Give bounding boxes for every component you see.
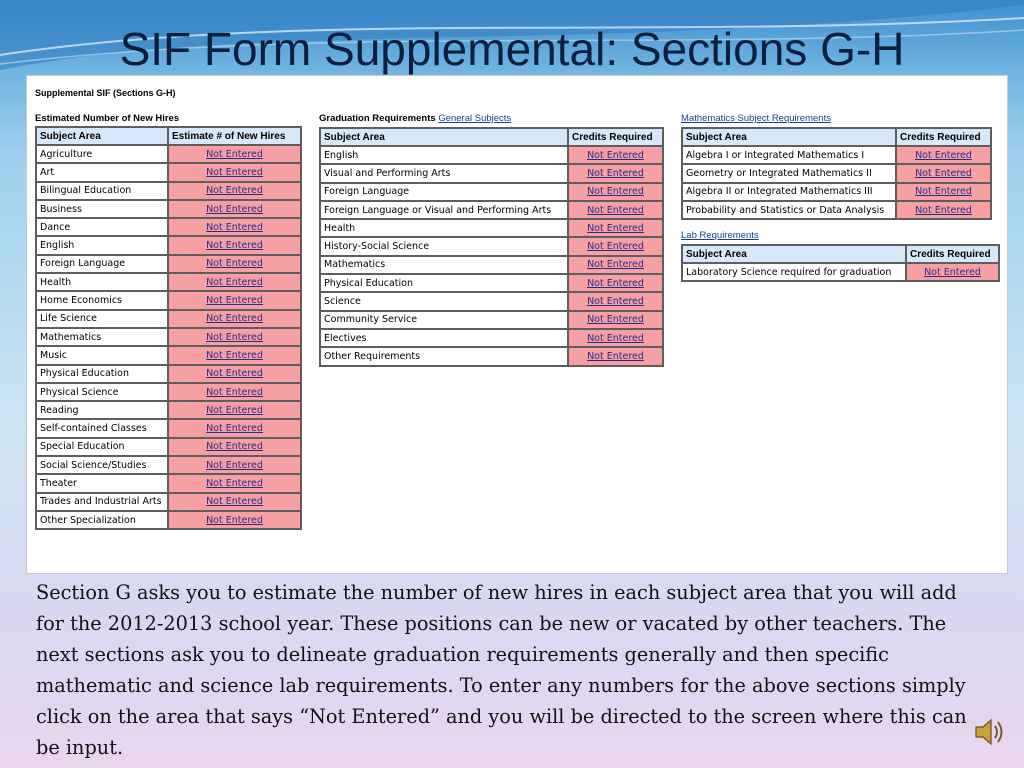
not-entered-link[interactable]: Not Entered: [168, 291, 301, 309]
table-row: [682, 146, 991, 164]
math-caption[interactable]: Mathematics Subject Requirements: [681, 113, 831, 124]
not-entered-link[interactable]: Not Entered: [568, 183, 663, 201]
subject-cell: Electives: [320, 329, 568, 347]
slide-body-text: Section G asks you to estimate the number of new hires in each subject area that you will add for the 2012-2013 school year. These positions can be new or vacated by other teachers. The next sections ask you to delineate graduation requirements generally and then specific mathematic and science lab requirements. To enter any numbers for the above sections simply click on the area that says “Not Entered” and you will be directed to the screen where this can be input.: [36, 581, 967, 759]
not-entered-link[interactable]: Not Entered: [168, 255, 301, 273]
not-entered-link[interactable]: Not Entered: [568, 347, 663, 365]
table-row: [36, 401, 301, 419]
table-row: [36, 493, 301, 511]
table-row: [320, 183, 663, 201]
col-header-subject: Subject Area: [682, 128, 896, 146]
not-entered-link[interactable]: Not Entered: [168, 182, 301, 200]
subject-cell: Other Requirements: [320, 347, 568, 365]
table-row: [320, 292, 663, 310]
not-entered-link[interactable]: Not Entered: [896, 146, 991, 164]
subject-cell: Probability and Statistics or Data Analysis: [682, 201, 896, 219]
col-header-credits: Credits Required: [896, 128, 991, 146]
table-row: [36, 456, 301, 474]
table-row: [36, 200, 301, 218]
not-entered-link[interactable]: Not Entered: [168, 200, 301, 218]
new-hires-caption: Estimated Number of New Hires: [35, 113, 180, 124]
form-screenshot: [26, 75, 1008, 574]
speaker-icon[interactable]: [972, 714, 1008, 750]
not-entered-link[interactable]: Not Entered: [168, 328, 301, 346]
subject-cell: Algebra II or Integrated Mathematics III: [682, 183, 896, 201]
lab-table: [681, 244, 1000, 282]
subject-cell: Physical Education: [320, 274, 568, 292]
table-row: [320, 347, 663, 365]
table-row: [320, 219, 663, 237]
subject-cell: Laboratory Science required for graduation: [682, 263, 906, 281]
not-entered-link[interactable]: Not Entered: [568, 329, 663, 347]
table-row: [36, 346, 301, 364]
not-entered-link[interactable]: Not Entered: [168, 273, 301, 291]
table-row: [36, 255, 301, 273]
subject-cell: Physical Science: [36, 383, 168, 401]
subject-cell: Health: [320, 219, 568, 237]
subject-cell: Music: [36, 346, 168, 364]
table-row: [36, 273, 301, 291]
subject-cell: Agriculture: [36, 145, 168, 163]
subject-cell: Reading: [36, 401, 168, 419]
not-entered-link[interactable]: Not Entered: [568, 274, 663, 292]
lab-caption[interactable]: Lab Requirements: [681, 230, 759, 241]
subject-cell: Trades and Industrial Arts: [36, 493, 168, 511]
graduation-table: [319, 127, 664, 367]
not-entered-link[interactable]: Not Entered: [568, 219, 663, 237]
subject-cell: Business: [36, 200, 168, 218]
not-entered-link[interactable]: Not Entered: [896, 201, 991, 219]
not-entered-link[interactable]: Not Entered: [168, 401, 301, 419]
subject-cell: Geometry or Integrated Mathematics II: [682, 164, 896, 182]
col-header-subject: Subject Area: [320, 128, 568, 146]
subject-cell: Special Education: [36, 438, 168, 456]
col-header-credits: Credits Required: [906, 245, 999, 263]
table-row: [320, 274, 663, 292]
table-row: [682, 201, 991, 219]
subject-cell: Science: [320, 292, 568, 310]
table-row: [36, 383, 301, 401]
table-row: [320, 311, 663, 329]
subject-cell: English: [320, 146, 568, 164]
table-row: [36, 365, 301, 383]
table-row: [36, 438, 301, 456]
subject-cell: Foreign Language: [320, 183, 568, 201]
table-row: [36, 218, 301, 236]
table-row: [682, 263, 999, 281]
subject-cell: Dance: [36, 218, 168, 236]
new-hires-table: [35, 126, 302, 530]
subject-cell: Theater: [36, 474, 168, 492]
not-entered-link[interactable]: Not Entered: [568, 256, 663, 274]
not-entered-link[interactable]: Not Entered: [568, 311, 663, 329]
not-entered-link[interactable]: Not Entered: [168, 438, 301, 456]
not-entered-link[interactable]: Not Entered: [168, 511, 301, 529]
table-row: [36, 419, 301, 437]
subject-cell: Other Specialization: [36, 511, 168, 529]
not-entered-link[interactable]: Not Entered: [168, 383, 301, 401]
not-entered-link[interactable]: Not Entered: [168, 310, 301, 328]
table-row: [320, 164, 663, 182]
not-entered-link[interactable]: Not Entered: [168, 456, 301, 474]
subject-cell: Physical Education: [36, 365, 168, 383]
col-header-estimate: Estimate # of New Hires: [168, 127, 301, 145]
not-entered-link[interactable]: Not Entered: [168, 365, 301, 383]
math-table: [681, 127, 992, 220]
subject-cell: Community Service: [320, 311, 568, 329]
subject-cell: Bilingual Education: [36, 182, 168, 200]
not-entered-link[interactable]: Not Entered: [568, 164, 663, 182]
table-row: [36, 291, 301, 309]
subject-cell: Foreign Language: [36, 255, 168, 273]
form-title: Supplemental SIF (Sections G-H): [35, 88, 176, 98]
subject-cell: English: [36, 236, 168, 254]
col-header-credits: Credits Required: [568, 128, 663, 146]
subject-cell: Algebra I or Integrated Mathematics I: [682, 146, 896, 164]
subject-cell: Life Science: [36, 310, 168, 328]
table-row: [320, 237, 663, 255]
table-row: [320, 201, 663, 219]
table-row: [36, 145, 301, 163]
subject-cell: Self-contained Classes: [36, 419, 168, 437]
table-row: [36, 236, 301, 254]
not-entered-link[interactable]: Not Entered: [568, 292, 663, 310]
subject-cell: Social Science/Studies: [36, 456, 168, 474]
subject-cell: Home Economics: [36, 291, 168, 309]
table-row: [320, 256, 663, 274]
not-entered-link[interactable]: Not Entered: [568, 146, 663, 164]
subject-cell: Art: [36, 163, 168, 181]
not-entered-link[interactable]: Not Entered: [896, 164, 991, 182]
not-entered-link[interactable]: Not Entered: [168, 493, 301, 511]
subject-cell: Foreign Language or Visual and Performing Arts: [320, 201, 568, 219]
graduation-caption: Graduation Requirements General Subjects: [319, 113, 512, 124]
general-subjects-link[interactable]: General Subjects: [438, 113, 512, 124]
table-row: [36, 182, 301, 200]
table-row: [320, 329, 663, 347]
not-entered-link[interactable]: Not Entered: [568, 237, 663, 255]
subject-cell: History-Social Science: [320, 237, 568, 255]
table-row: [682, 183, 991, 201]
not-entered-link[interactable]: Not Entered: [168, 218, 301, 236]
table-row: [36, 511, 301, 529]
not-entered-link[interactable]: Not Entered: [168, 163, 301, 181]
table-row: [36, 474, 301, 492]
not-entered-link[interactable]: Not Entered: [168, 419, 301, 437]
not-entered-link[interactable]: Not Entered: [568, 201, 663, 219]
subject-cell: Health: [36, 273, 168, 291]
not-entered-link[interactable]: Not Entered: [168, 474, 301, 492]
not-entered-link[interactable]: Not Entered: [168, 236, 301, 254]
table-row: [36, 310, 301, 328]
slide-title: SIF Form Supplemental: Sections G-H: [119, 23, 905, 75]
table-row: [320, 146, 663, 164]
table-row: [36, 163, 301, 181]
col-header-subject: Subject Area: [682, 245, 906, 263]
table-row: [36, 328, 301, 346]
not-entered-link[interactable]: Not Entered: [168, 346, 301, 364]
col-header-subject: Subject Area: [36, 127, 168, 145]
not-entered-link[interactable]: Not Entered: [896, 183, 991, 201]
not-entered-link[interactable]: Not Entered: [168, 145, 301, 163]
not-entered-link[interactable]: Not Entered: [906, 263, 999, 281]
subject-cell: Visual and Performing Arts: [320, 164, 568, 182]
subject-cell: Mathematics: [320, 256, 568, 274]
subject-cell: Mathematics: [36, 328, 168, 346]
table-row: [682, 164, 991, 182]
